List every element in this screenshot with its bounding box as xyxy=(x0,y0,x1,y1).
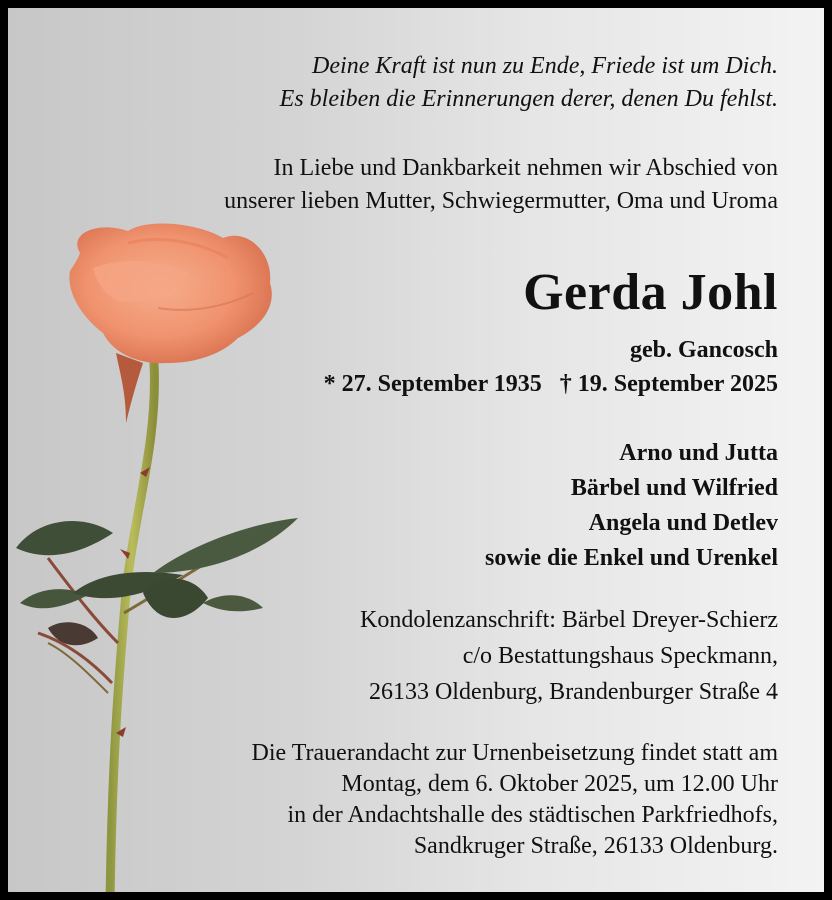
address-line: Kondolenzanschrift: Bärbel Dreyer-Schierz xyxy=(359,607,778,633)
birth-name: geb. Gancosch xyxy=(629,337,778,363)
mourner-entry: Arno und Jutta xyxy=(619,440,778,466)
service-line: Montag, dem 6. Oktober 2025, um 12.00 Uhr xyxy=(341,771,778,797)
quote-line: Deine Kraft ist nun zu Ende, Friede ist um Dich. xyxy=(312,53,778,79)
service-line: Sandkruger Straße, 26133 Oldenburg. xyxy=(413,833,778,859)
mourner-entry: Bärbel und Wilfried xyxy=(570,475,778,501)
intro-line: unserer lieben Mutter, Schwiegermutter, Oma und Uroma xyxy=(224,188,778,214)
service-line: Die Trauerandacht zur Urnenbeisetzung findet statt am xyxy=(251,740,778,766)
address-line: c/o Bestattungshaus Speckmann, xyxy=(462,643,778,669)
mourners-list xyxy=(485,436,778,576)
farewell-intro xyxy=(224,152,778,218)
mourner-entry: sowie die Enkel und Urenkel xyxy=(485,545,778,571)
service-details xyxy=(252,738,779,862)
deceased-name: Gerda Johl xyxy=(523,264,778,321)
memorial-quote xyxy=(280,50,778,116)
address-line: 26133 Oldenburg, Brandenburger Straße 4 xyxy=(368,679,778,705)
condolence-address xyxy=(360,602,778,710)
life-dates: * 27. September 1935 † 19. September 2025 xyxy=(323,371,778,397)
intro-line: In Liebe und Dankbarkeit nehmen wir Abschied von xyxy=(273,155,778,181)
service-line: in der Andachtshalle des städtischen Parkfriedhofs, xyxy=(287,802,778,828)
mourner-entry: Angela und Detlev xyxy=(588,510,778,536)
quote-line: Es bleiben die Erinnerungen derer, denen Du fehlst. xyxy=(279,86,778,112)
